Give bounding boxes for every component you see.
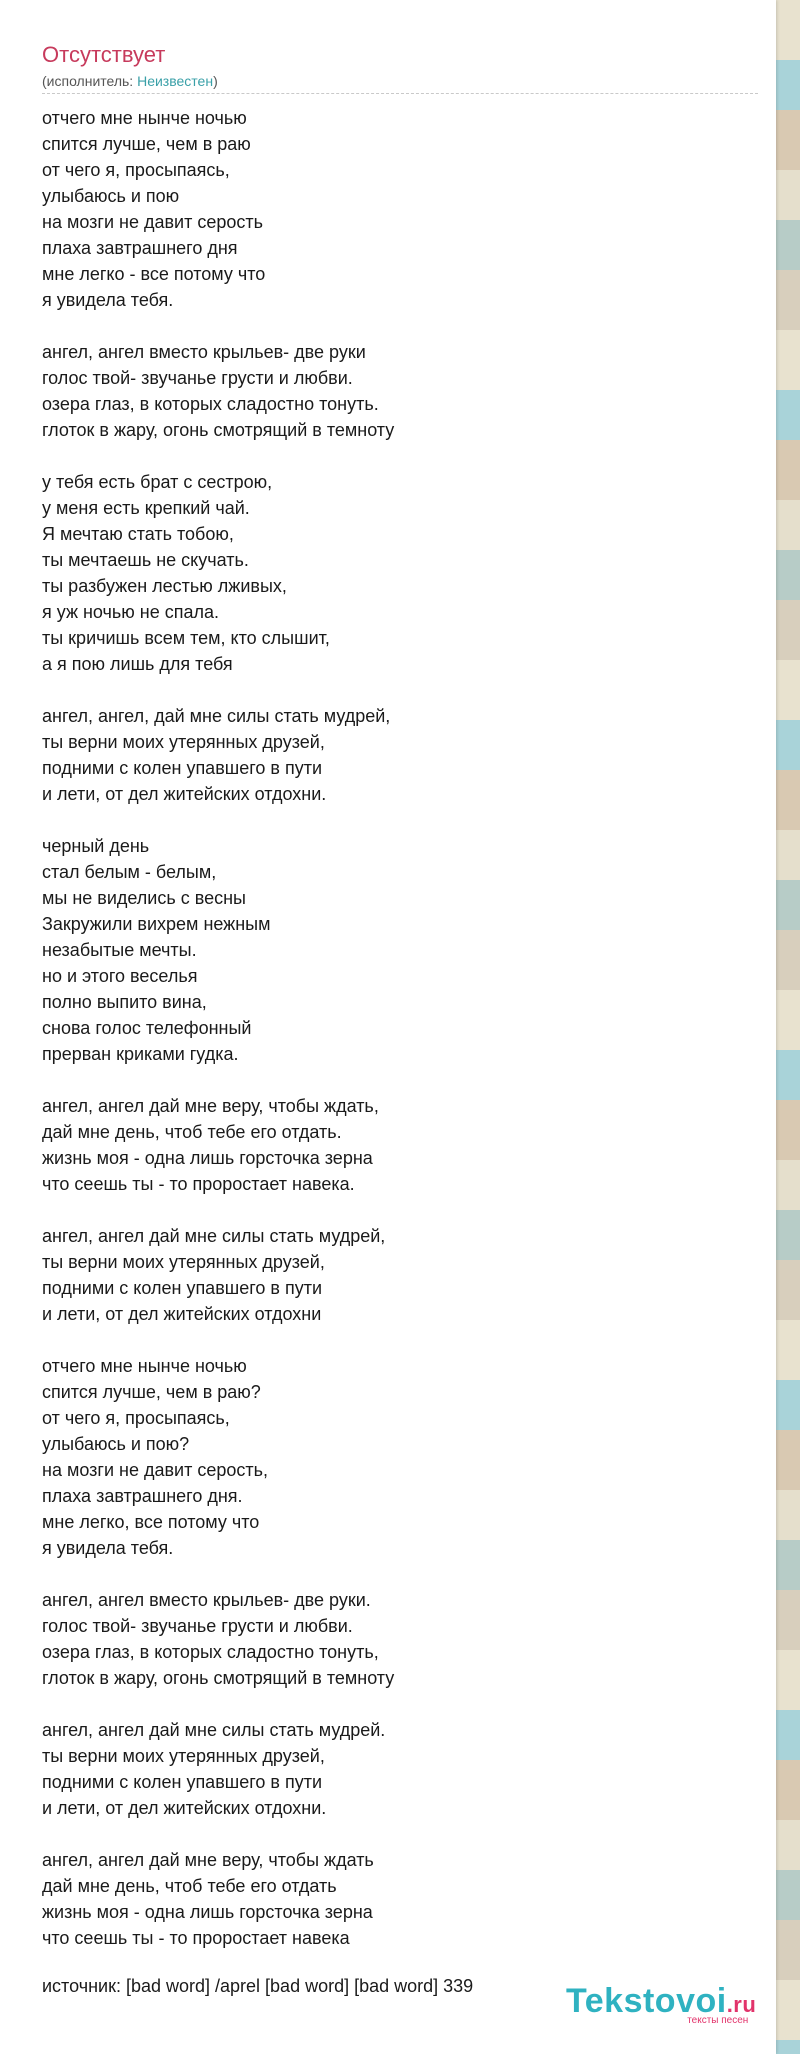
title-divider xyxy=(42,93,758,94)
lyrics-line: ты верни моих утерянных друзей, xyxy=(42,732,325,752)
lyrics-line: ты верни моих утерянных друзей, xyxy=(42,1252,325,1272)
lyrics-line: я уж ночью не спала. xyxy=(42,602,220,622)
lyrics-line: на мозги не давит серость xyxy=(42,212,263,232)
lyrics-line: ангел, ангел вместо крыльев- две руки. xyxy=(42,1590,371,1610)
lyrics-line: я увидела тебя. xyxy=(42,290,174,310)
lyrics-line: жизнь моя - одна лишь горсточка зерна xyxy=(42,1902,373,1922)
source-line: источник: [bad word] /aprel [bad word] [bad word] 339 xyxy=(42,1976,474,1996)
lyrics-line: отчего мне нынче ночью xyxy=(42,1356,247,1376)
lyrics-line: мне легко, все потому что xyxy=(42,1512,260,1532)
lyrics-line: улыбаюсь и пою xyxy=(42,186,180,206)
lyrics-line: озера глаз, в которых сладостно тонуть, xyxy=(42,1642,379,1662)
lyrics-line: голос твой- звучанье грусти и любви. xyxy=(42,368,353,388)
lyrics-line: я увидела тебя. xyxy=(42,1538,174,1558)
lyrics-line: ангел, ангел дай мне веру, чтобы ждать xyxy=(42,1850,374,1870)
lyrics-line: на мозги не давит серость, xyxy=(42,1460,268,1480)
lyrics-line: глоток в жару, огонь смотрящий в темноту xyxy=(42,420,395,440)
lyrics-line: отчего мне нынче ночью xyxy=(42,108,247,128)
lyrics-line: ты верни моих утерянных друзей, xyxy=(42,1746,325,1766)
lyrics-stanza xyxy=(42,1587,394,1691)
lyrics-line: плаха завтрашнего дня. xyxy=(42,1486,243,1506)
lyrics-line: ты кричишь всем тем, кто слышит, xyxy=(42,628,330,648)
lyrics-stanza xyxy=(42,1353,394,1561)
lyrics-line: спится лучше, чем в раю xyxy=(42,134,251,154)
lyrics-line: ангел, ангел дай мне силы стать мудрей, xyxy=(42,1226,386,1246)
lyrics-line: голос твой- звучанье грусти и любви. xyxy=(42,1616,353,1636)
lyrics-line: подними с колен упавшего в пути xyxy=(42,1772,323,1792)
logo-tagline: тексты песен xyxy=(687,2015,749,2026)
site-logo[interactable] xyxy=(566,1982,756,2026)
artist-prefix: (исполнитель: xyxy=(42,73,138,89)
lyrics-line: а я пою лишь для тебя xyxy=(42,654,233,674)
lyrics-stanza xyxy=(42,1847,394,1951)
lyrics-stanza xyxy=(42,339,394,443)
lyrics-line: ангел, ангел вместо крыльев- две руки xyxy=(42,342,366,362)
lyrics-line: озера глаз, в которых сладостно тонуть. xyxy=(42,394,379,414)
lyrics-stanza xyxy=(42,1717,394,1821)
lyrics-line: черный день xyxy=(42,836,150,856)
logo-tld: .ru xyxy=(726,1992,757,2017)
artist-line xyxy=(42,73,218,89)
lyrics-line: мы не виделись с весны xyxy=(42,888,246,908)
logo-name: Tekstovoi xyxy=(566,1982,727,2020)
lyrics-line: снова голос телефонный xyxy=(42,1018,252,1038)
lyrics-line: Закружили вихрем нежным xyxy=(42,914,271,934)
lyrics-line: глоток в жару, огонь смотрящий в темноту xyxy=(42,1668,395,1688)
lyrics-stanza xyxy=(42,833,394,1067)
lyrics-body xyxy=(42,105,394,1977)
lyrics-line: у меня есть крепкий чай. xyxy=(42,498,250,518)
lyrics-line: от чего я, просыпаясь, xyxy=(42,160,230,180)
lyrics-line: ты разбужен лестью лживых, xyxy=(42,576,287,596)
lyrics-line: Я мечтаю стать тобою, xyxy=(42,524,234,544)
lyrics-line: мне легко - все потому что xyxy=(42,264,266,284)
lyrics-stanza xyxy=(42,703,394,807)
lyrics-line: жизнь моя - одна лишь горсточка зерна xyxy=(42,1148,373,1168)
lyrics-line: спится лучше, чем в раю? xyxy=(42,1382,261,1402)
lyrics-stanza xyxy=(42,1223,394,1327)
lyrics-line: ты мечтаешь не скучать. xyxy=(42,550,249,570)
lyrics-stanza xyxy=(42,105,394,313)
song-title: Отсутствует xyxy=(42,42,166,67)
lyrics-line: дай мне день, чтоб тебе его отдать. xyxy=(42,1122,342,1142)
lyrics-line: ангел, ангел, дай мне силы стать мудрей, xyxy=(42,706,391,726)
artist-suffix: ) xyxy=(213,73,218,89)
lyrics-line: полно выпито вина, xyxy=(42,992,207,1012)
lyrics-line: улыбаюсь и пою? xyxy=(42,1434,190,1454)
lyrics-line: что сеешь ты - то проростает навека xyxy=(42,1928,350,1948)
lyrics-stanza xyxy=(42,469,394,677)
lyrics-line: ангел, ангел дай мне веру, чтобы ждать, xyxy=(42,1096,379,1116)
artist-link[interactable]: Неизвестен xyxy=(137,73,214,89)
lyrics-line: дай мне день, чтоб тебе его отдать xyxy=(42,1876,337,1896)
lyrics-line: что сеешь ты - то проростает навека. xyxy=(42,1174,355,1194)
lyrics-line: незабытые мечты. xyxy=(42,940,197,960)
lyrics-line: и лети, от дел житейских отдохни. xyxy=(42,1798,327,1818)
lyrics-line: и лети, от дел житейских отдохни. xyxy=(42,784,327,804)
lyrics-line: плаха завтрашнего дня xyxy=(42,238,238,258)
lyrics-line: но и этого веселья xyxy=(42,966,198,986)
lyrics-line: ангел, ангел дай мне силы стать мудрей. xyxy=(42,1720,386,1740)
lyrics-line: и лети, от дел житейских отдохни xyxy=(42,1304,322,1324)
lyrics-stanza xyxy=(42,1093,394,1197)
lyrics-line: от чего я, просыпаясь, xyxy=(42,1408,230,1428)
lyrics-line: подними с колен упавшего в пути xyxy=(42,1278,323,1298)
lyrics-line: у тебя есть брат с сестрою, xyxy=(42,472,273,492)
lyrics-line: стал белым - белым, xyxy=(42,862,217,882)
lyrics-line: прерван криками гудка. xyxy=(42,1044,239,1064)
lyrics-line: подними с колен упавшего в пути xyxy=(42,758,323,778)
